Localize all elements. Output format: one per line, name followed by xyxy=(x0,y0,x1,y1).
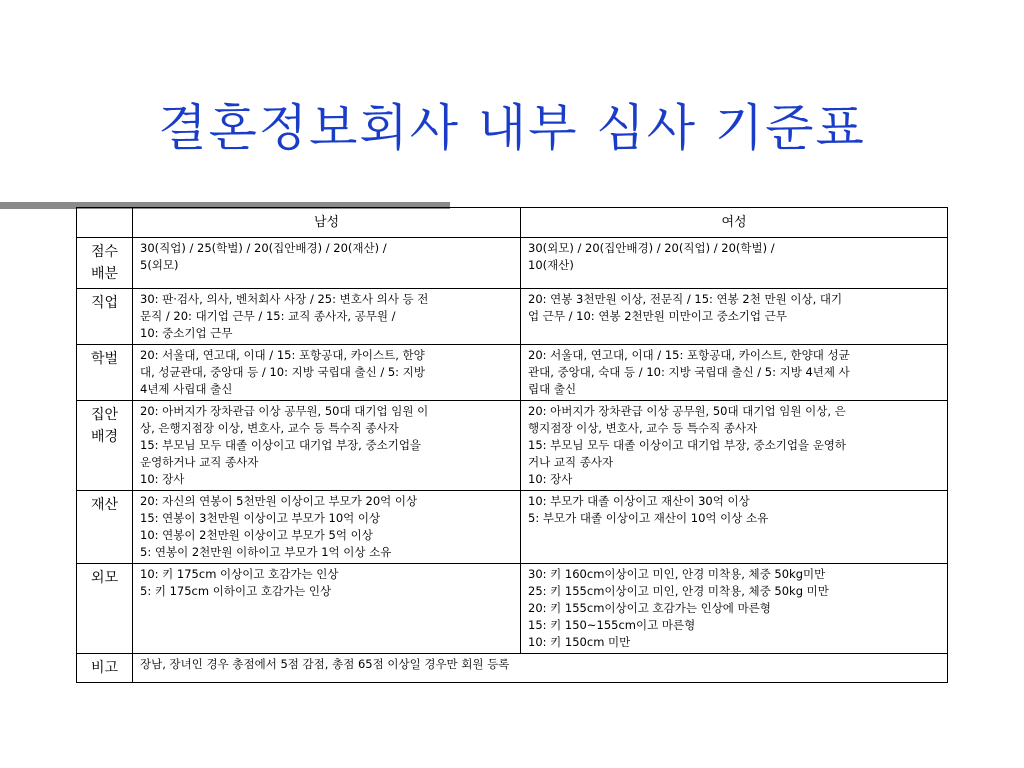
category-line: 집안 xyxy=(90,407,119,423)
criteria-line: 30: 판·검사, 의사, 벤처회사 사장 / 25: 변호사 의사 등 전 xyxy=(140,292,429,306)
criteria-line: 5: 부모가 대졸 이상이고 재산이 10억 이상 소유 xyxy=(528,511,769,525)
female-criteria-cell xyxy=(521,289,948,345)
female-criteria-cell xyxy=(521,401,948,491)
criteria-line: 5: 키 175cm 이하이고 호감가는 인상 xyxy=(140,584,332,598)
table-row xyxy=(77,564,948,654)
note-text: 장남, 장녀인 경우 총점에서 5점 감점, 총점 65점 이상일 경우만 회원 등록 xyxy=(133,654,948,683)
criteria-line: 행지점장 이상, 변호사, 교수 등 특수직 종사자 xyxy=(528,421,758,435)
male-criteria-cell xyxy=(133,289,521,345)
criteria-line: 20: 아버지가 장차관급 이상 공무원, 50대 대기업 임원 이상, 은 xyxy=(528,404,846,418)
criteria-line: 15: 부모님 모두 대졸 이상이고 대기업 부장, 중소기업을 운영하 xyxy=(528,438,847,452)
category-line: 학벌 xyxy=(90,351,119,367)
criteria-line: 10: 장사 xyxy=(140,472,185,486)
category-line: 외모 xyxy=(90,570,119,586)
criteria-line: 5(외모) xyxy=(140,258,179,272)
table-row xyxy=(77,238,948,289)
criteria-line: 15: 키 150~155cm이고 마른형 xyxy=(528,618,696,632)
criteria-line: 10: 키 175cm 이상이고 호감가는 인상 xyxy=(140,567,339,581)
male-criteria-cell xyxy=(133,491,521,564)
row-category xyxy=(77,564,133,654)
criteria-line: 20: 키 155cm이상이고 호감가는 인상에 마른형 xyxy=(528,601,771,615)
criteria-line: 10: 키 150cm 미만 xyxy=(528,635,631,649)
criteria-line: 30(외모) / 20(집안배경) / 20(직업) / 20(학벌) / xyxy=(528,241,775,255)
header-corner xyxy=(77,208,133,238)
male-criteria-cell xyxy=(133,345,521,401)
female-criteria-cell xyxy=(521,345,948,401)
male-criteria-cell xyxy=(133,564,521,654)
table-row xyxy=(77,289,948,345)
criteria-line: 10(재산) xyxy=(528,258,574,272)
criteria-line: 15: 연봉이 3천만원 이상이고 부모가 10억 이상 xyxy=(140,511,381,525)
criteria-line: 관대, 중앙대, 숙대 등 / 10: 지방 국립대 출신 / 5: 지방 4년제 사 xyxy=(528,365,850,379)
criteria-line: 20: 서울대, 연고대, 이대 / 15: 포항공대, 카이스트, 한양 xyxy=(140,348,425,362)
criteria-line: 10: 연봉이 2천만원 이상이고 부모가 5억 이상 xyxy=(140,528,373,542)
header-male: 남성 xyxy=(133,208,521,238)
category-line: 점수 xyxy=(90,244,119,260)
criteria-line: 10: 장사 xyxy=(528,472,573,486)
criteria-line: 업 근무 / 10: 연봉 2천만원 미만이고 중소기업 근무 xyxy=(528,309,787,323)
female-criteria-cell xyxy=(521,238,948,289)
criteria-line: 15: 부모님 모두 대졸 이상이고 대기업 부장, 중소기업을 xyxy=(140,438,422,452)
table-row xyxy=(77,491,948,564)
row-category xyxy=(77,289,133,345)
criteria-line: 30(직업) / 25(학벌) / 20(집안배경) / 20(재산) / xyxy=(140,241,387,255)
criteria-line: 운영하거나 교직 종사자 xyxy=(140,455,259,469)
male-criteria-cell xyxy=(133,238,521,289)
criteria-line: 거나 교직 종사자 xyxy=(528,455,614,469)
criteria-line: 20: 연봉 3천만원 이상, 전문직 / 15: 연봉 2천 만원 이상, 대기 xyxy=(528,292,843,306)
row-category xyxy=(77,491,133,564)
criteria-line: 5: 연봉이 2천만원 이하이고 부모가 1억 이상 소유 xyxy=(140,545,392,559)
criteria-line: 립대 출신 xyxy=(528,382,577,396)
male-criteria-cell xyxy=(133,401,521,491)
criteria-line: 20: 서울대, 연고대, 이대 / 15: 포항공대, 카이스트, 한양대 성균 xyxy=(528,348,850,362)
criteria-line: 30: 키 160cm이상이고 미인, 안경 미착용, 체중 50kg미만 xyxy=(528,567,826,581)
category-line: 직업 xyxy=(90,295,119,311)
page-title: 결혼정보회사 내부 심사 기준표 xyxy=(158,99,866,157)
criteria-line: 20: 아버지가 장차관급 이상 공무원, 50대 대기업 임원 이 xyxy=(140,404,429,418)
row-category xyxy=(77,345,133,401)
criteria-line: 문직 / 20: 대기업 근무 / 15: 교직 종사자, 공무원 / xyxy=(140,309,396,323)
row-category xyxy=(77,401,133,491)
header-female: 여성 xyxy=(521,208,948,238)
table-row-note xyxy=(77,654,948,683)
table-row xyxy=(77,401,948,491)
table-header-row xyxy=(77,208,948,238)
table-body xyxy=(77,238,948,683)
criteria-line: 대, 성균관대, 중앙대 등 / 10: 지방 국립대 출신 / 5: 지방 xyxy=(140,365,425,379)
criteria-line: 4년제 사립대 출신 xyxy=(140,382,233,396)
criteria-table xyxy=(76,207,948,683)
female-criteria-cell xyxy=(521,564,948,654)
criteria-line: 10: 부모가 대졸 이상이고 재산이 30억 이상 xyxy=(528,494,750,508)
criteria-line: 25: 키 155cm이상이고 미인, 안경 미착용, 체중 50kg 미만 xyxy=(528,584,829,598)
row-category xyxy=(77,238,133,289)
criteria-line: 20: 자신의 연봉이 5천만원 이상이고 부모가 20억 이상 xyxy=(140,494,418,508)
criteria-line: 10: 중소기업 근무 xyxy=(140,326,233,340)
table-row xyxy=(77,345,948,401)
category-line: 배분 xyxy=(90,266,119,282)
female-criteria-cell xyxy=(521,491,948,564)
note-category: 비고 xyxy=(77,654,133,683)
category-line: 재산 xyxy=(90,497,119,513)
criteria-line: 상, 은행지점장 이상, 변호사, 교수 등 특수직 종사자 xyxy=(140,421,399,435)
category-line: 배경 xyxy=(90,429,119,445)
